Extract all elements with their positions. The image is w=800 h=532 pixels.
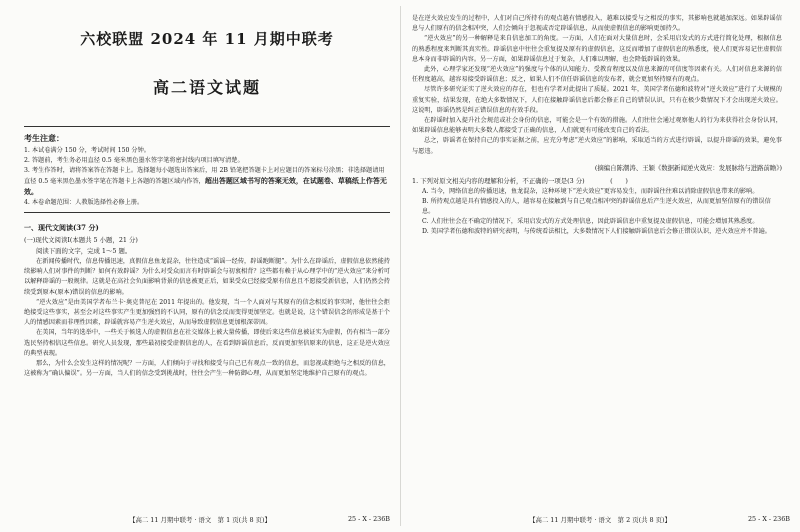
notice-item-3-text: 3. 考生作答时，请将答案答在答题卡上。选择题每小题选出答案后，用 2B 铅笔把答题卡上对应题目的答案标号涂黑；非选择题请用直径 0.5 毫米黑色墨水签字笔在答题卡上各题的答题区域内作答， xyxy=(24,167,385,185)
paper-title: 高二语文试题 xyxy=(152,78,261,97)
page-two-paper-code: 25 - X - 236B xyxy=(747,515,790,523)
passage-paragraph: 在美国，当年的选举中，一些关于候选人的虚假信息在社交媒体上被大量传播，即使后来这些信息被证实为虚假，仍有相当一部分选民坚持相信这些信息。研究人员发现，那些最初接受虚假信息的人，在看到辟谣信息后，反而更加坚信原来的信息，这正是逆火效应的典型表现。 xyxy=(24,329,390,357)
passage-source: (摘编自陈潮涛、王颖《数据新闻逆火效应：发展脉络与进路前瞻》) xyxy=(594,163,782,172)
notice-item-3-highlight: 超出答题区域书写的答案无效，在试题卷、草稿纸上作答无效。 xyxy=(24,176,387,196)
question-1-option-b: B. 所持观点越是具有情感投入的人，越容易在接触到与自己观点相冲突的辟谣信息后产生逆火效应，从而更加坚信原有的错误信息。 xyxy=(422,197,771,215)
passage-paragraph: “逆火效应”是由美国学者布兰卡·奥克普尼在 2011 年提出的。他发现，当一个人面对与其原有的信念相反的事实时，他往往会拒绝接受这些事实，甚至会对这些事实产生更加强烈的不认同，原有的信念反而变得更加坚定。也就是说，这个错误信念的形成是基于个人的情感因素而非理性因素，辟谣就容易产生逆火效应，从而导致虚假信息更加根深蒂固。 xyxy=(24,298,390,327)
page-divider xyxy=(400,6,401,526)
page-one-footer xyxy=(4,515,396,524)
passage-paragraph: 那么，为什么会发生这样的情况呢？一方面，人们倾向于寻找和接受与自己已有观点一致的信息，而忽视或拒绝与之相反的信息，这被称为“确认偏误”。另一方面，当人们的信念受到挑战时，往往会产生一种防御心理，从而更加坚定地维护自己原有的观点。 xyxy=(24,360,390,378)
page-one-paper-code: 25 - X - 236B xyxy=(347,515,390,523)
page-two xyxy=(404,0,796,532)
section-heading: 一、现代文阅读(37 分) xyxy=(24,223,99,232)
notice-item-3 xyxy=(24,166,390,198)
page-one-footer-label: 【高二 11 月期中联考 · 语文 第 1 页(共 8 页)】 xyxy=(129,516,271,524)
page-two-footer-label: 【高二 11 月期中联考 · 语文 第 2 页(共 8 页)】 xyxy=(529,516,671,524)
passage-paragraph: “逆火效应”的另一种解释是来自信息加工的角度。一方面，人们在面对大量信息时，会采用启发式的方式进行简化处理，根据信息的熟悉程度来判断其真实性。辟谣信息中往往会重复提及原有的虚假信息，这反而增加了虚假信息的熟悉度，使人们更容易记住虚假信息本身而非辟谣的内容。另一方面，如果辟谣信息过于复杂，人们难以理解，也会降低辟谣的效果。 xyxy=(412,35,782,63)
notice-heading: 考生注意： xyxy=(24,133,64,143)
page-one xyxy=(4,0,396,532)
passage-paragraph: 是在逆火效应发生的过程中，人们对自己所持有的观点越有情感投入，越难以接受与之相反的事实，其影响也就越加深远。如果辟谣信息与人们原有的信念相冲突，人们会倾向于忽视或否定辟谣信息，从而使虚假信息的影响更加持久。 xyxy=(412,15,782,33)
question-1-option-a: A. 当今，网络信息的传播迅速，鱼龙混杂，这种环境下“逆火效应”更容易发生，而辟谣往往难以消除虚假信息带来的影响。 xyxy=(422,187,759,195)
page-two-footer xyxy=(404,515,796,524)
notice-rule xyxy=(24,212,390,213)
question-1: 1. 下列对原文相关内容的理解和分析，不正确的一项是(3 分) ( ) xyxy=(412,176,628,185)
passage-paragraph: 在辟谣时加入提升社会规范或社会身份的信息，可能会是一个有效的措施。人们往往会通过观察他人的行为来获得社会身份认同，如果辟谣信息能够表明大多数人都接受了正确的信息，人们就更有可能改变自己的看法。 xyxy=(412,117,782,135)
exam-title: 六校联盟 2024 年 11 月期中联考 xyxy=(80,30,334,48)
question-1-option-d: D. 美国学者伍德和波特的研究表明，与传统看法相比，大多数情况下人们接触辟谣信息后会修正错误认识，逆火效应并不普遍。 xyxy=(422,227,771,235)
passage-paragraph: 总之，辟谣者在保持自己的事实证据之前，应充分考虑“逆火效应”的影响，采取适当的方式进行辟谣，以提升辟谣的效果，避免事与愿违。 xyxy=(412,137,782,155)
sub-section-heading: (一)现代文阅读Ⅰ(本题共 5 小题，21 分) xyxy=(24,236,138,244)
passage-paragraph: 尽管许多研究证实了逆火效应的存在，但也有学者对此提出了质疑。2021 年，美国学者伍德和波特对“逆火效应”进行了大规模的重复实验，结果发现，在绝大多数情况下，人们在接触辟谣信息后都会修正自己的错误认识，只有在极少数情况下才会出现逆火效应。这说明，辟谣仍然是纠正错误信息的有效手段。 xyxy=(412,86,782,114)
notice-item-2: 2. 答题前，考生务必用直径 0.5 毫米黑色墨水签字笔将密封线内项目填写清楚。 xyxy=(24,157,244,164)
reading-instruction: 阅读下面的文字，完成 1～5 题。 xyxy=(36,247,132,255)
notice-item-4: 4. 本卷命题范围：人教版选择性必修上册。 xyxy=(24,199,144,206)
passage-paragraph: 在新闻传播时代，信息传播迅速，真假信息鱼龙混杂，往往造成“谣谣一经传，辟谣跑断腿”。为什么在辟谣后，虚假信息依然能持续影响人们对事件的判断？如何有效辟谣？为什么对受众而言有时辟谣会与初衷相背？这些都有赖于从心理学中的“逆火效应”来分析可以解释辟谣的一般规律。这就是在高社会负面影响背景的信息被更正后，如果受众已经接受原有信息且不愿接受新信息，人们仍然会持续受到原本(原本)错误的信息的影响。 xyxy=(24,258,390,296)
notice-item-1: 1. 本试卷满分 150 分，考试时间 150 分钟。 xyxy=(24,147,150,154)
passage-paragraph: 此外，心理学家还发现“逆火效应”的强度与个体的认知能力、受教育程度以及信息来源的可信度等因素有关。人们对信息来源的信任程度越高，越容易接受辟谣信息；反之，如果人们不信任辟谣信息的发布者，就会更加坚持原有的观点。 xyxy=(412,66,782,84)
header-rule xyxy=(24,126,390,127)
question-1-option-c: C. 人们往往会在不确定的情况下，采用启发式的方式处理信息，因此辟谣信息中重复提及虚假信息，可能会增加其熟悉度。 xyxy=(422,217,759,225)
